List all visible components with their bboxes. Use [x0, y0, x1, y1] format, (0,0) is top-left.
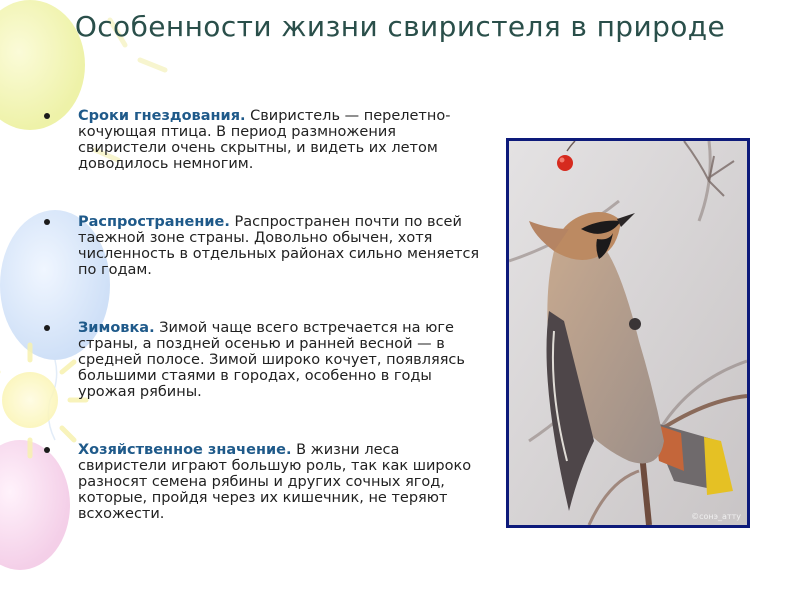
bullet-term: Сроки гнездования.	[78, 108, 246, 124]
slide-title: Особенности жизни свиристеля в природе	[74, 10, 726, 43]
photo-watermark: ©сонэ_атту	[691, 512, 741, 521]
bullet-text: Зимой чаще всего встречается на юге страны, а поздней осенью и ранней весной — в средней полосе. Зимой широко кочует, появляясь большими стаями в городах, особенно в годы урожая рябины.	[78, 320, 465, 400]
bullet-item-economic	[40, 442, 480, 522]
bullet-term: Хозяйственное значение.	[78, 442, 292, 458]
bullet-term: Зимовка.	[78, 320, 155, 336]
rowan-berry	[557, 155, 573, 171]
bullet-text: Распространен почти по всей таежной зоне страны. Довольно обычен, хотя численность в отдельных районах сильно меняется по годам.	[78, 214, 480, 278]
bullet-dot-icon	[44, 447, 50, 453]
bullet-list	[40, 108, 480, 522]
bullet-item-wintering	[40, 320, 480, 400]
bullet-item-distribution	[40, 214, 480, 278]
bullet-text: В жизни леса свиристели играют большую роль, так как широко разносят семена рябины и других сочных ягод, которые, пройдя через их кишечник, не теряют всхожести.	[78, 442, 472, 522]
bullet-dot-icon	[44, 113, 50, 119]
bullet-item-nesting	[40, 108, 480, 172]
waxwing-bird-illustration	[509, 141, 747, 525]
waxwing-photo	[506, 138, 750, 528]
bullet-text: Свиристель — перелетно-кочующая птица. В период размножения свиристели очень скрытны, и видеть их летом доводилось немногим.	[78, 108, 451, 172]
bullet-dot-icon	[44, 219, 50, 225]
bullet-term: Распространение.	[78, 214, 230, 230]
bullet-dot-icon	[44, 325, 50, 331]
